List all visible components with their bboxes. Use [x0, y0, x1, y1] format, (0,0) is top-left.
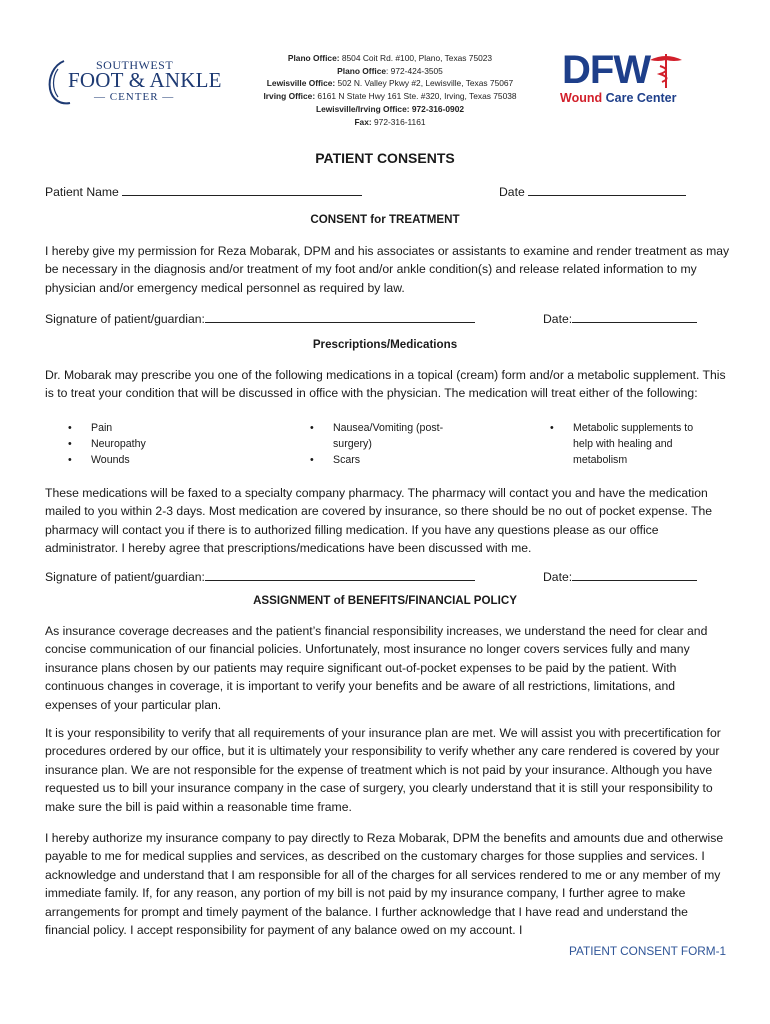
bullet-icon: •	[68, 438, 72, 450]
pharmacy-text: These medications will be faxed to a specialty company pharmacy. The pharmacy will contact you and have the medication mailed to you within 2-3 days. Most medication are covered by insurance, so there should be no out of pocket expense. The pharmacy will contact you if there is to authorized filling medication. If you have any questions please as our office administrator. I hereby agree that prescriptions/medications have been discussed with me.	[45, 486, 713, 556]
financial-paragraph-1: As insurance coverage decreases and the patient’s financial responsibility increases, we understand the need for clear and concise communication of our financial policies. Unfortunately, most insurance no longer covers services fully and many insurance plans chosen by our patients may require significant out-of-pocket expenses to be paid by the patient. With continuous changes in coverage, it is important to verify your benefits and be aware of all restrictions, limitations, and expenses of your particular plan.	[45, 624, 708, 712]
patient-name-blank[interactable]	[122, 183, 362, 196]
bullet-list-col2	[310, 420, 465, 468]
list-item: • Metabolic supplements to help with healing and metabolism	[550, 422, 694, 466]
logo-line-center: — CENTER —	[94, 91, 175, 103]
signature-label: Signature of patient/guardian:	[45, 570, 205, 584]
signature-date-blank[interactable]	[572, 568, 697, 581]
date-field[interactable]	[499, 183, 686, 199]
prescriptions-heading: Prescriptions/Medications	[312, 338, 458, 351]
financial-paragraph-2: It is your responsibility to verify that all requirements of your insurance plan are met. We will assist you with precertification for procedures ordered by our office, but it is ultimately your responsibility to verify whether any care rendered is covered by your insurance plan. We are not responsible for the expense of treatment which is not paid by your insurance. Although you have requested us to bill your insurance company in the case of surgery, you clearly understand that it is still your responsibility to make sure the bill is paid within a reasonable time frame.	[45, 726, 721, 814]
list-item: • Wounds	[68, 454, 130, 466]
bullet-list-col3	[550, 420, 715, 468]
bullet-icon: •	[550, 422, 554, 434]
signature-date-field-1[interactable]	[543, 310, 697, 326]
office-line: Irving Office: 6161 N State Hwy 161 Ste. #320, Irving, Texas 75038	[263, 91, 517, 102]
bullet-icon: •	[68, 454, 72, 466]
office-line: Plano Office: 8504 Coit Rd. #100, Plano, Texas 75023	[287, 53, 493, 63]
southwest-foot-ankle-logo	[44, 55, 222, 107]
list-item: • Neuropathy	[68, 438, 146, 450]
logo-line-southwest: SOUTHWEST	[96, 58, 174, 72]
list-item: • Pain	[68, 422, 113, 434]
signature-field-2[interactable]	[45, 568, 475, 584]
logo-dfw-text: DFW	[562, 48, 651, 92]
signature-date-blank[interactable]	[572, 310, 697, 323]
caduceus-icon	[646, 50, 686, 90]
list-item: • Nausea/Vomiting (post-surgery)	[310, 422, 444, 450]
list-item: • Scars	[310, 454, 361, 466]
financial-paragraph-3: I hereby authorize my insurance company to pay directly to Reza Mobarak, DPM the benefits and amounts due and otherwise payable to me for medical supplies and services, as described on the customary charges for those supplies and services. I acknowledge and understand that I am responsible for all of the charges for all services rendered to me or any member of my immediate family. If, for any reason, any portion of my bill is not paid by my insurance company, I further agree to make arrangements for prompt and timely payment of the balance. I further acknowledge that I have read and understand the financial policy. I accept responsibility for payment of any balance owed on my account. I	[45, 831, 724, 938]
logo-line-foot-ankle: FOOT & ANKLE	[68, 68, 222, 92]
signature-blank[interactable]	[205, 568, 475, 581]
bullet-icon: •	[68, 422, 72, 434]
signature-date-field-2[interactable]	[543, 568, 697, 584]
consent-treatment-text: I hereby give my permission for Reza Mobarak, DPM and his associates or assistants to examine and render treatment as may be necessary in the diagnosis and/or treatment of my foot and/or ankle condition(s) and release related information to my physician and/or emergency medical personnel as required by law.	[45, 244, 730, 295]
bullet-icon: •	[310, 422, 314, 434]
office-line: Lewisville Office: 502 N. Valley Pkwy #2, Lewisville, Texas 75067	[266, 78, 514, 89]
page-title: PATIENT CONSENTS	[315, 150, 455, 166]
office-line: Lewisville/Irving Office: 972-316-0902	[315, 103, 465, 114]
office-line: Plano Office: 972-424-3505	[337, 65, 443, 76]
date-blank[interactable]	[528, 183, 686, 196]
prescriptions-text: Dr. Mobarak may prescribe you one of the following medications in a topical (cream) form and/or a metabolic supplement. This is to treat your condition that will be discussed in office with the physician. The medication will treat either of the following:	[45, 368, 726, 401]
patient-name-field[interactable]	[45, 183, 362, 199]
logo-wound-care-text: Wound Care Center	[560, 91, 677, 105]
signature-date-label: Date:	[543, 570, 573, 584]
consent-treatment-heading: CONSENT for TREATMENT	[310, 213, 460, 226]
assignment-heading: ASSIGNMENT of BENEFITS/FINANCIAL POLICY	[253, 594, 517, 607]
dfw-wound-care-logo	[556, 48, 696, 110]
office-address-block	[250, 52, 530, 128]
bullet-list-col1	[68, 420, 268, 468]
office-line: Fax: 972-316-1161	[354, 116, 426, 127]
signature-blank[interactable]	[205, 310, 475, 323]
date-label: Date	[499, 185, 529, 199]
signature-label: Signature of patient/guardian:	[45, 312, 205, 326]
bullet-icon: •	[310, 454, 314, 466]
signature-date-label: Date:	[543, 312, 573, 326]
patient-name-label: Patient Name	[45, 185, 123, 199]
page-footer: PATIENT CONSENT FORM-1	[569, 944, 727, 958]
signature-field-1[interactable]	[45, 310, 475, 326]
